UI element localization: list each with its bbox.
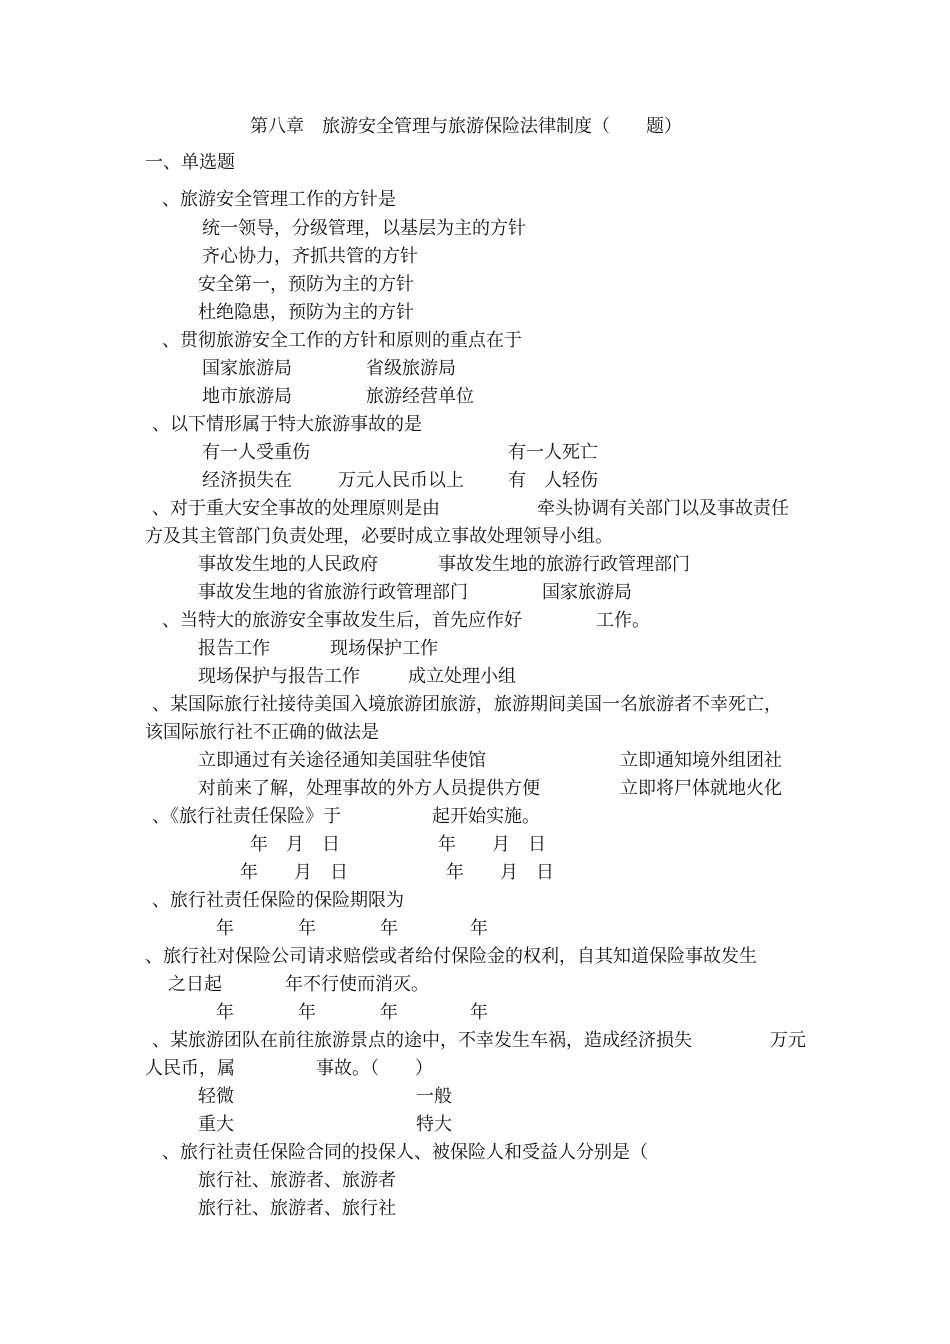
option-6a: 立即通过有关途径通知美国驻华使馆 — [198, 750, 486, 771]
option-6b: 立即通知境外组团社 — [620, 750, 782, 771]
option-2a: 国家旅游局 — [202, 358, 292, 379]
option-8d: 年 — [470, 918, 488, 939]
question-1: 、旅游安全管理工作的方针是 — [162, 189, 396, 210]
question-9: 、旅行社对保险公司请求赔偿或者给付保险金的权利，自其知道保险事故发生 — [145, 946, 757, 967]
option-7b: 年 月 日 — [438, 834, 546, 855]
question-4-line2: 方及其主管部门负责处理，必要时成立事故处理领导小组。 — [145, 526, 613, 547]
option-4d: 国家旅游局 — [542, 582, 632, 603]
option-2d: 旅游经营单位 — [366, 386, 474, 407]
question-5: 、当特大的旅游安全事故发生后，首先应作好 — [162, 610, 522, 631]
option-5c: 现场保护与报告工作 — [198, 666, 360, 687]
option-8b: 年 — [298, 918, 316, 939]
option-3a: 有一人受重伤 — [202, 442, 310, 463]
option-4a: 事故发生地的人民政府 — [198, 554, 378, 575]
option-6d: 立即将尸体就地火化 — [620, 778, 782, 799]
option-9b: 年 — [298, 1002, 316, 1023]
option-5b: 现场保护工作 — [330, 638, 438, 659]
question-2: 、贯彻旅游安全工作的方针和原则的重点在于 — [162, 330, 522, 351]
option-3b: 有一人死亡 — [508, 442, 598, 463]
question-10-line2: 人民币，属 — [145, 1058, 235, 1079]
question-3: 、以下情形属于特大旅游事故的是 — [152, 414, 422, 435]
question-9-cont: 年不行使而消灭。 — [285, 974, 429, 995]
option-3d: 有 人轻伤 — [508, 470, 598, 491]
option-5d: 成立处理小组 — [408, 666, 516, 687]
question-9-line2: 之日起 — [168, 974, 222, 995]
question-6-line2: 该国际旅行社不正确的做法是 — [145, 722, 379, 743]
question-11: 、旅行社责任保险合同的投保人、被保险人和受益人分别是（ — [162, 1142, 648, 1163]
question-10: 、某旅游团队在前往旅游景点的途中，不幸发生车祸，造成经济损失 — [152, 1030, 692, 1051]
option-11a: 旅行社、旅游者、旅游者 — [198, 1170, 396, 1191]
option-9a: 年 — [216, 1002, 234, 1023]
option-9d: 年 — [470, 1002, 488, 1023]
option-7c: 年 月 日 — [240, 862, 348, 883]
option-4c: 事故发生地的省旅游行政管理部门 — [198, 582, 468, 603]
option-7d: 年 月 日 — [446, 862, 554, 883]
option-9c: 年 — [380, 1002, 398, 1023]
question-4: 、对于重大安全事故的处理原则是由 — [152, 498, 440, 519]
question-8: 、旅行社责任保险的保险期限为 — [152, 890, 404, 911]
option-1b: 齐心协力，齐抓共管的方针 — [202, 246, 418, 267]
option-1c: 安全第一，预防为主的方针 — [198, 274, 414, 295]
question-6: 、某国际旅行社接待美国入境旅游团旅游，旅游期间美国一名旅游者不幸死亡， — [152, 694, 782, 715]
question-7-cont: 起开始实施。 — [432, 806, 540, 827]
option-10d: 特大 — [416, 1114, 452, 1135]
question-10-line2-cont: 事故。（ ） — [316, 1058, 433, 1079]
question-10-cont: 万元 — [770, 1030, 806, 1051]
option-10a: 轻微 — [198, 1086, 234, 1107]
option-4b: 事故发生地的旅游行政管理部门 — [438, 554, 690, 575]
option-7a: 年 月 日 — [250, 834, 340, 855]
option-2b: 省级旅游局 — [366, 358, 456, 379]
question-4-cont: 牵头协调有关部门以及事故责任 — [537, 498, 789, 519]
option-6c: 对前来了解，处理事故的外方人员提供方便 — [198, 778, 540, 799]
option-3c-cont: 万元人民币以上 — [338, 470, 464, 491]
option-1a: 统一领导，分级管理，以基层为主的方针 — [202, 218, 526, 239]
option-8c: 年 — [380, 918, 398, 939]
option-8a: 年 — [216, 918, 234, 939]
document-title: 第八章 旅游安全管理与旅游保险法律制度（ 题） — [250, 116, 682, 137]
option-1d: 杜绝隐患，预防为主的方针 — [198, 302, 414, 323]
option-11b: 旅行社、旅游者、旅行社 — [198, 1198, 396, 1219]
option-2c: 地市旅游局 — [202, 386, 292, 407]
section-heading: 一、单选题 — [145, 152, 235, 173]
option-5a: 报告工作 — [198, 638, 270, 659]
option-10c: 重大 — [198, 1114, 234, 1135]
option-10b: 一般 — [416, 1086, 452, 1107]
option-3c: 经济损失在 — [202, 470, 292, 491]
question-7: 、《旅行社责任保险》于 — [152, 806, 341, 827]
question-5-cont: 工作。 — [596, 610, 650, 631]
